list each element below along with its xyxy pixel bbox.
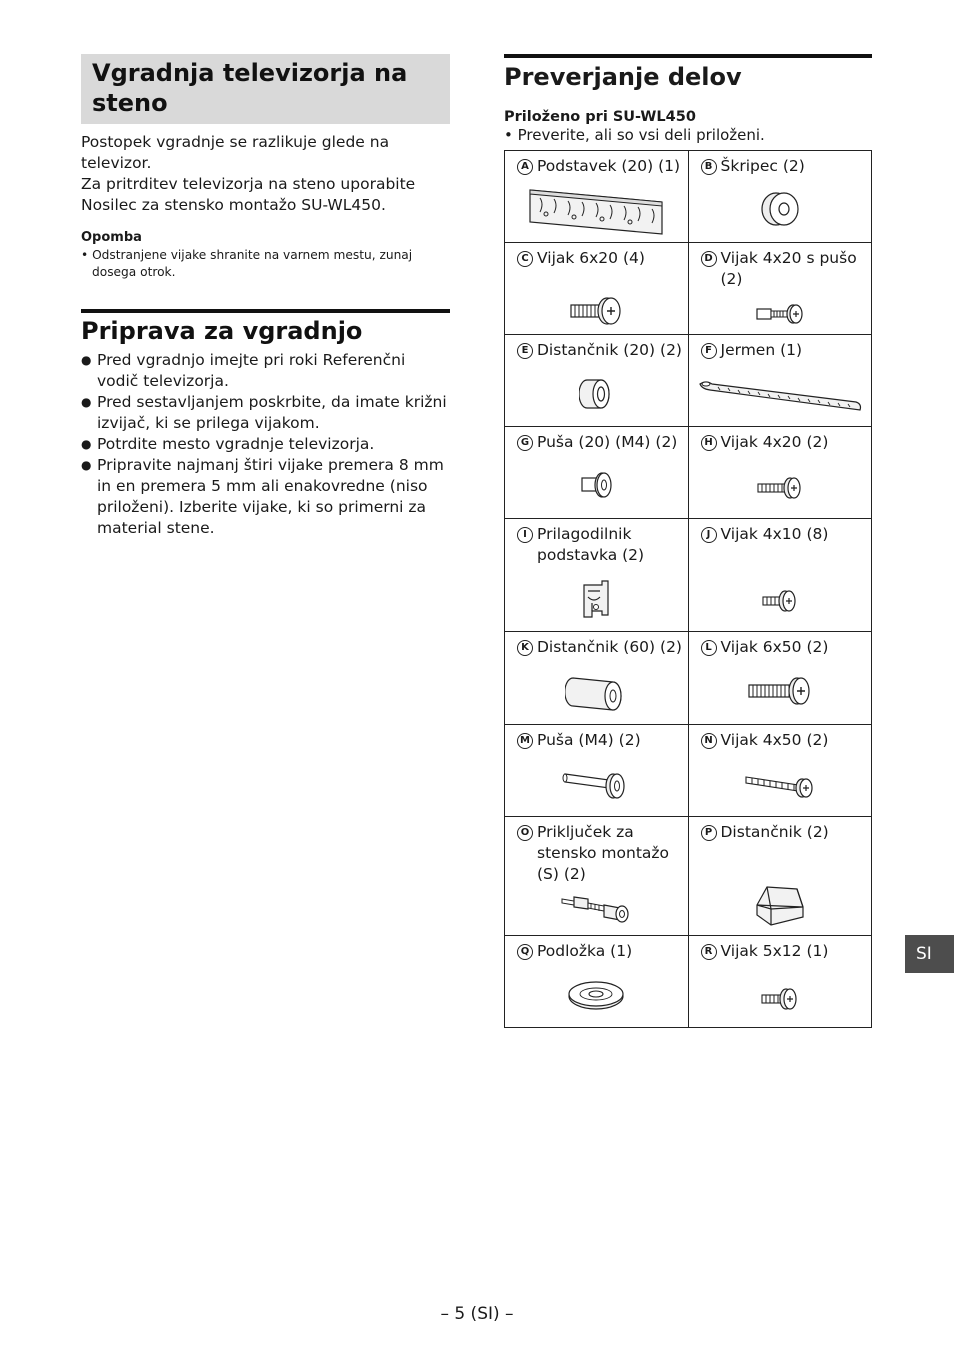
part-label: Jermen (1): [720, 341, 803, 359]
part-cell-c: [505, 243, 689, 335]
part-label: Distančnik (60) (2): [537, 638, 682, 656]
letter-badge: F: [701, 343, 717, 359]
part-cell-j: [688, 519, 872, 632]
letter-badge: A: [517, 159, 533, 175]
long-spacer-icon: [565, 672, 627, 712]
part-cell-d: [688, 243, 872, 335]
page-number: – 5 (SI) –: [440, 1304, 514, 1324]
part-cell-k: [505, 632, 689, 725]
letter-badge: B: [701, 159, 717, 175]
part-label: Vijak 4x10 (8): [720, 525, 829, 543]
note-text: • Odstranjene vijake shranite na varnem mestu, zunaj dosega otrok.: [81, 248, 413, 279]
letter-badge: J: [701, 527, 717, 543]
letter-badge: K: [517, 640, 533, 656]
part-label: Distančnik (2): [720, 823, 829, 841]
part-label: Podstavek (20) (1): [537, 157, 681, 175]
prep-bullet-list: [81, 350, 450, 539]
language-tab: SI: [905, 935, 954, 973]
letter-badge: M: [517, 733, 533, 749]
note-heading: Opomba: [81, 230, 142, 245]
part-cell-a: [505, 151, 689, 243]
part-label: Vijak 4x20 s pušo (2): [720, 249, 857, 288]
washer-icon: [566, 979, 626, 1011]
install-para-2: Za pritrditev televizorja na steno uporabite Nosilec za stensko montažo SU-WL450.: [81, 175, 416, 214]
adapter-icon: [576, 577, 616, 621]
pulley-icon: [758, 190, 802, 228]
letter-badge: L: [701, 640, 717, 656]
list-item: ● Pripravite najmanj štiri vijake premera 8 mm in en premera 5 mm ali enakovredne (niso priloženi). Izberite vijake, ki so primerni za material stene.: [81, 455, 450, 539]
letter-badge: D: [701, 251, 717, 267]
prep-section-title: Priprava za vgradnjo: [81, 309, 450, 346]
right-column: [504, 54, 872, 1028]
part-label: Puša (M4) (2): [537, 731, 641, 749]
bracket-icon: [526, 186, 666, 238]
part-cell-i: [505, 519, 689, 632]
part-cell-r: [688, 936, 872, 1028]
screw-icon: [761, 589, 799, 613]
included-subheading: Priloženo pri SU-WL450: [504, 109, 696, 125]
list-item: ● Potrdite mesto vgradnje televizorja.: [81, 434, 450, 455]
letter-badge: O: [517, 825, 533, 841]
part-label: Vijak 4x50 (2): [720, 731, 829, 749]
screw-icon: [569, 296, 623, 326]
parts-table: [504, 150, 872, 1028]
part-label: Vijak 5x12 (1): [720, 942, 829, 960]
spacer-icon: [579, 376, 613, 412]
part-cell-e: [505, 335, 689, 427]
long-sleeve-icon: [561, 768, 631, 800]
part-cell-p: [688, 817, 872, 936]
screw-with-sleeve-icon: [755, 302, 805, 326]
left-column: [81, 54, 450, 539]
part-cell-q: [505, 936, 689, 1028]
letter-badge: Q: [517, 944, 533, 960]
part-label: Vijak 6x20 (4): [537, 249, 645, 267]
letter-badge: E: [517, 343, 533, 359]
block-spacer-icon: [753, 883, 807, 927]
connector-icon: [560, 893, 632, 925]
part-label: Škripec (2): [720, 157, 805, 175]
part-cell-o: [505, 817, 689, 936]
screw-icon: [760, 987, 800, 1011]
screw-icon: [756, 476, 804, 500]
letter-badge: N: [701, 733, 717, 749]
letter-badge: C: [517, 251, 533, 267]
part-label: Prilagodilnik podstavka (2): [537, 525, 645, 564]
install-paragraph: [81, 132, 450, 216]
part-label: Vijak 6x50 (2): [720, 638, 829, 656]
letter-badge: P: [701, 825, 717, 841]
letter-badge: H: [701, 435, 717, 451]
letter-badge: R: [701, 944, 717, 960]
part-label: Vijak 4x20 (2): [720, 433, 829, 451]
list-item: ● Pred vgradnjo imejte pri roki Referenčni vodič televizorja.: [81, 350, 450, 392]
part-label: Podložka (1): [537, 942, 633, 960]
part-cell-n: [688, 725, 872, 817]
part-label: Distančnik (20) (2): [537, 341, 682, 359]
part-cell-m: [505, 725, 689, 817]
part-label: Puša (20) (M4) (2): [537, 433, 678, 451]
letter-badge: G: [517, 435, 533, 451]
check-instruction: • Preverite, ali so vsi deli priloženi.: [504, 126, 765, 144]
part-label: Priključek za stensko montažo (S) (2): [537, 823, 670, 883]
part-cell-g: [505, 427, 689, 519]
sleeve-icon: [578, 470, 614, 500]
list-item: ● Pred sestavljanjem poskrbite, da imate križni izvijač, ki se prilega vijakom.: [81, 392, 450, 434]
install-para-1: Postopek vgradnje se razlikuje glede na televizor.: [81, 133, 390, 172]
letter-badge: I: [517, 527, 533, 543]
parts-section-title: Preverjanje delov: [504, 54, 872, 92]
part-cell-h: [688, 427, 872, 519]
part-cell-b: [688, 151, 872, 243]
install-section-title: Vgradnja televizorja na steno: [81, 54, 450, 124]
part-cell-f: [688, 335, 872, 427]
screw-icon: [744, 772, 816, 798]
part-cell-l: [688, 632, 872, 725]
screw-icon: [747, 676, 813, 706]
belt-icon: [696, 378, 864, 412]
